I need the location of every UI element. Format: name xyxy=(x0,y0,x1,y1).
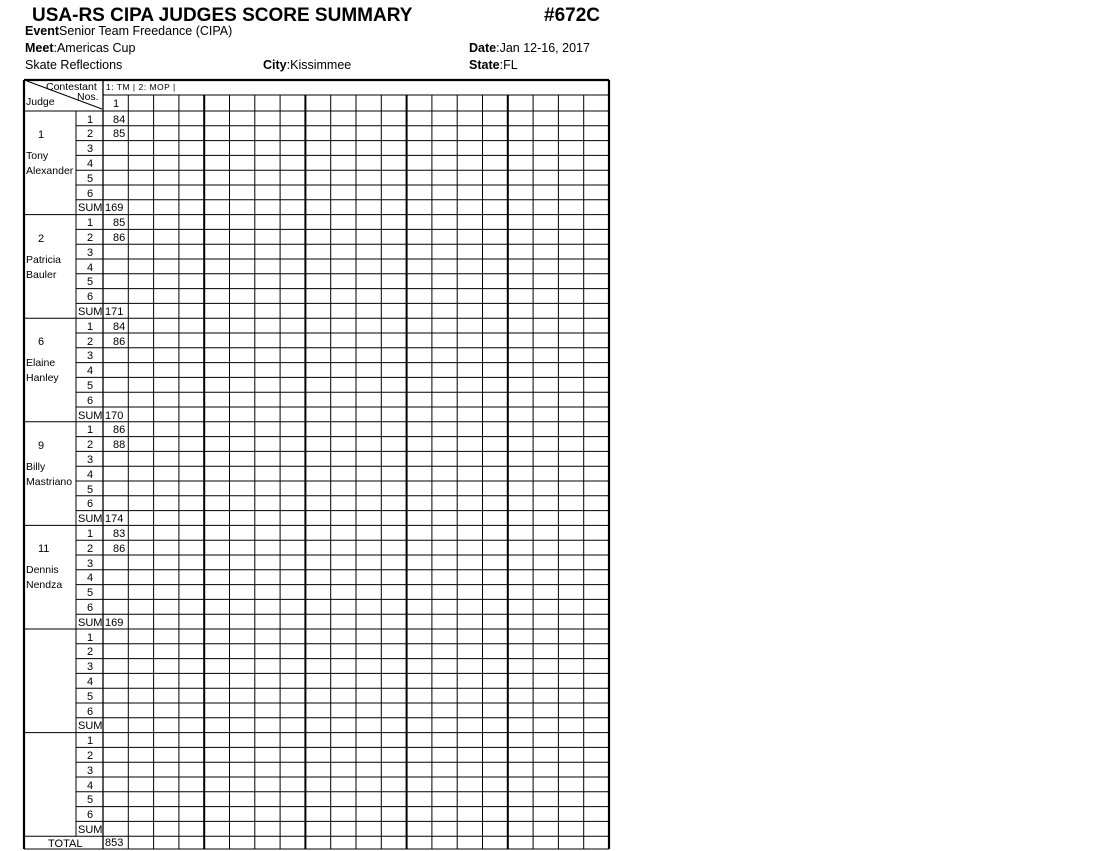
sum-label: SUM xyxy=(78,202,103,215)
score-cell: 85 xyxy=(113,217,126,230)
row-number: 1 xyxy=(87,631,94,644)
row-number: 6 xyxy=(87,187,94,200)
row-number: 5 xyxy=(87,483,94,496)
row-number: 6 xyxy=(87,394,94,407)
row-number: 1 xyxy=(87,320,94,333)
contestant-number: 1 xyxy=(113,98,120,110)
judge-last-name: Bauler xyxy=(26,268,57,281)
judge-first-name: Billy xyxy=(26,460,46,473)
sum-label: SUM xyxy=(78,513,103,526)
judge-first-name: Dennis xyxy=(26,564,59,577)
row-number: 1 xyxy=(87,424,94,437)
sum-value: 174 xyxy=(105,513,124,526)
row-number: 1 xyxy=(87,735,94,748)
row-number: 6 xyxy=(87,498,94,511)
meet-line: Meet:Americas Cup xyxy=(25,41,136,55)
judge-number: 1 xyxy=(38,129,45,141)
city-line: City:Kissimmee xyxy=(263,58,352,72)
corner-nos: Nos. xyxy=(77,91,99,103)
row-number: 3 xyxy=(87,350,94,363)
score-cell: 83 xyxy=(113,527,126,540)
meet-value: Americas Cup xyxy=(56,41,136,55)
row-number: 4 xyxy=(87,572,94,585)
row-number: 6 xyxy=(87,291,94,304)
row-number: 2 xyxy=(87,335,94,348)
score-cell: 86 xyxy=(113,335,126,348)
sum-label: SUM xyxy=(78,409,103,422)
score-cell: 88 xyxy=(113,439,126,452)
row-number: 1 xyxy=(87,217,94,230)
sum-label: SUM xyxy=(78,720,103,733)
judge-number: 9 xyxy=(38,439,45,452)
score-cell: 86 xyxy=(113,231,126,244)
row-number: 2 xyxy=(87,646,94,659)
judge-number: 6 xyxy=(38,336,45,349)
row-number: 1 xyxy=(87,113,94,126)
row-number: 3 xyxy=(87,246,94,259)
row-number: 4 xyxy=(87,261,94,274)
row-number: 6 xyxy=(87,705,94,718)
event-label: Event xyxy=(25,24,60,38)
category-legend: 1: TM | 2: MOP | xyxy=(106,82,176,92)
judge-first-name: Patricia xyxy=(26,253,62,266)
row-number: 5 xyxy=(87,172,94,185)
judge-last-name: Hanley xyxy=(26,372,59,385)
row-number: 4 xyxy=(87,675,94,688)
row-number: 3 xyxy=(87,143,94,156)
row-number: 4 xyxy=(87,157,94,170)
judge-last-name: Mastriano xyxy=(26,475,73,488)
judge-number: 2 xyxy=(38,232,45,245)
row-number: 3 xyxy=(87,764,94,777)
row-number: 1 xyxy=(87,527,94,540)
row-number: 5 xyxy=(87,379,94,392)
date-value: Jan 12-16, 2017 xyxy=(499,41,590,55)
score-cell: 84 xyxy=(113,113,126,126)
corner-contestant: Contestant xyxy=(46,81,97,93)
sum-label: SUM xyxy=(78,823,103,836)
row-number: 2 xyxy=(87,128,94,141)
city-value: Kissimmee xyxy=(290,58,352,72)
sum-value: 169 xyxy=(105,616,124,629)
row-number: 2 xyxy=(87,749,94,762)
judge-last-name: Alexander xyxy=(26,165,74,177)
date-label: Date xyxy=(469,41,497,55)
row-number: 5 xyxy=(87,794,94,807)
score-cell: 85 xyxy=(113,128,126,141)
row-number: 5 xyxy=(87,690,94,703)
row-number: 4 xyxy=(87,779,94,792)
sum-value: 169 xyxy=(105,202,124,215)
report-code: #672C xyxy=(544,5,600,26)
city-label: City xyxy=(263,58,287,72)
total-label: TOTAL xyxy=(48,838,83,850)
judge-last-name: Nendza xyxy=(26,579,63,592)
judge-first-name: Elaine xyxy=(26,357,56,370)
score-cell: 84 xyxy=(113,320,126,333)
row-number: 3 xyxy=(87,453,94,466)
row-number: 2 xyxy=(87,439,94,452)
score-cell: 86 xyxy=(113,424,126,437)
sum-label: SUM xyxy=(78,616,103,629)
club-name: Skate Reflections xyxy=(25,58,123,72)
event-value: Senior Team Freedance (CIPA) xyxy=(59,24,233,38)
row-number: 5 xyxy=(87,276,94,289)
sum-value: 171 xyxy=(105,305,124,318)
row-number: 6 xyxy=(87,809,94,822)
row-number: 2 xyxy=(87,542,94,555)
state-label: State xyxy=(469,58,500,72)
judge-number: 11 xyxy=(38,543,50,556)
state-value: FL xyxy=(503,58,518,72)
row-number: 3 xyxy=(87,557,94,570)
sum-value: 170 xyxy=(105,409,124,422)
row-number: 4 xyxy=(87,365,94,378)
row-number: 4 xyxy=(87,468,94,481)
report-title: USA-RS CIPA JUDGES SCORE SUMMARY xyxy=(32,5,413,26)
row-number: 5 xyxy=(87,587,94,600)
meet-label: Meet xyxy=(25,41,54,55)
date-line: Date:Jan 12-16, 2017 xyxy=(469,41,590,55)
sum-label: SUM xyxy=(78,305,103,318)
row-number: 2 xyxy=(87,231,94,244)
state-line: State:FL xyxy=(469,58,518,72)
judge-first-name: Tony xyxy=(26,150,49,162)
corner-judge: Judge xyxy=(26,96,55,108)
total-value: 853 xyxy=(105,837,124,849)
score-cell: 86 xyxy=(113,542,126,555)
row-number: 6 xyxy=(87,601,94,614)
row-number: 3 xyxy=(87,661,94,674)
